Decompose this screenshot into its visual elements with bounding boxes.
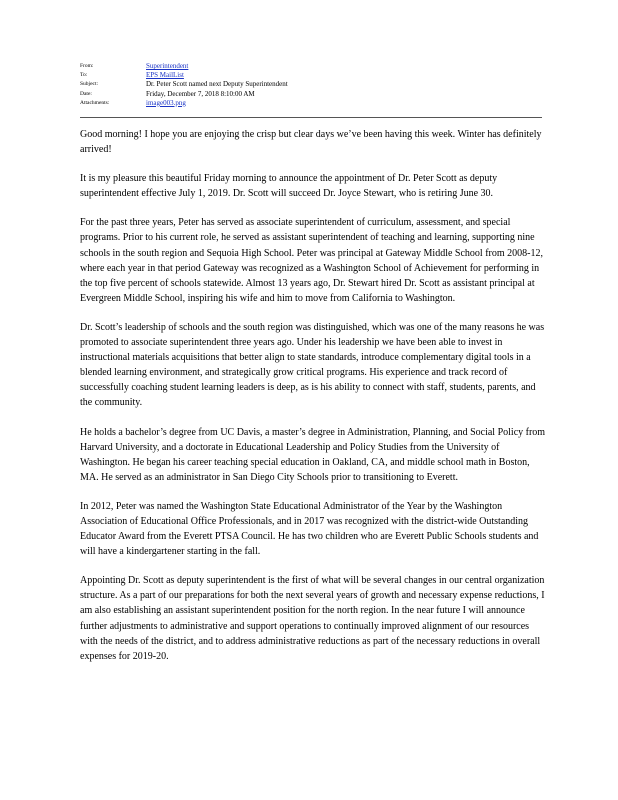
subject-row [80,80,560,89]
date-value: Friday, December 7, 2018 8:10:00 AM [146,89,255,98]
to-label: To: [80,72,88,79]
body-paragraph: Good morning! I hope you are enjoying the crisp but clear days we’ve been having this week. Winter has definitely arrived! [80,129,542,156]
body-paragraph: In 2012, Peter was named the Washington State Educational Administrator of the Year by the Washington Association of Educational Office Professionals, and in 2017 was recognized with the district-wide Outstanding Educator Award from the Everett PTSA Council. He has two children who are Everett Public Schools students and will have a kindergartener starting in the fall. [80,500,539,558]
body-paragraph: Appointing Dr. Scott as deputy superintendent is the first of what will be several changes in our central organization structure. As a part of our preparations for both the next several years of growth and necessary expense reductions, I am also establishing an assistant superintendent position for the north region. In the near future I will announce further adjustments to administrative and support operations to continually improved alignment of our resources with the needs of the district, and to address administrative reductions as part of the necessary reductions in overall expenses for 2019-20. [80,575,545,662]
body-paragraph: It is my pleasure this beautiful Friday morning to announce the appointment of Dr. Peter Scott as deputy superintendent effective July 1, 2019. Dr. Scott will succeed Dr. Joyce Stewart, who is retiring June 30. [80,173,498,200]
subject-label: Subject: [80,81,99,88]
to-recipient-link[interactable]: EPS MailList [146,71,184,80]
body-paragraph: Dr. Scott’s leadership of schools and the south region was distinguished, which was one of the many reasons he was promoted to associate superintendent three years ago. Under his leadership we have been able to invest in instructional materials acquisitions that better align to state standards, introduce complementary digital tools in a blended learning environment, and strategically grow critical programs. His experience and track record of successfully coaching student learning leaders is deep, as is his ability to connect with staff, students, parents, and the community. [80,321,545,409]
attachments-row [80,99,560,108]
attachment-link[interactable]: image003.png [146,98,186,107]
date-row [80,90,560,99]
email-header [80,62,560,108]
body-paragraph: He holds a bachelor’s degree from UC Davis, a master’s degree in Administration, Planning, and Social Policy from Harvard University, and a doctorate in Educational Leadership and Policy Studies from the University of Washington. He began his career teaching special education in Oakland, CA, and middle school math in Boston, MA. He served as an administrator in San Diego City Schools prior to transitioning to Everett. [80,426,546,483]
from-sender-link[interactable]: Superintendent [146,62,189,70]
to-row [80,71,560,80]
body-paragraph: For the past three years, Peter has served as associate superintendent of curriculum, assessment, and special programs. Prior to his current role, he served as assistant superintendent of teaching and learning, supporting nine schools in the south region and Sequoia High School. Peter was principal at Gateway Middle School from 2008-12, where each year in that period Gateway was recognized as a Washington School of Achievement for performing in the top five percent of schools statewide. Almost 13 years ago, Dr. Stewart hired Dr. Scott as assistant principal at Evergreen Middle School, inspiring his wife and him to move from California to Washington. [80,217,543,304]
date-label: Date: [80,90,92,97]
subject-value: Dr. Peter Scott named next Deputy Superintendent [146,80,288,89]
attachments-label: Attachments: [80,99,110,106]
from-label: From: [80,63,94,69]
from-row [80,62,560,71]
email-body [80,127,546,678]
header-divider [80,117,542,118]
